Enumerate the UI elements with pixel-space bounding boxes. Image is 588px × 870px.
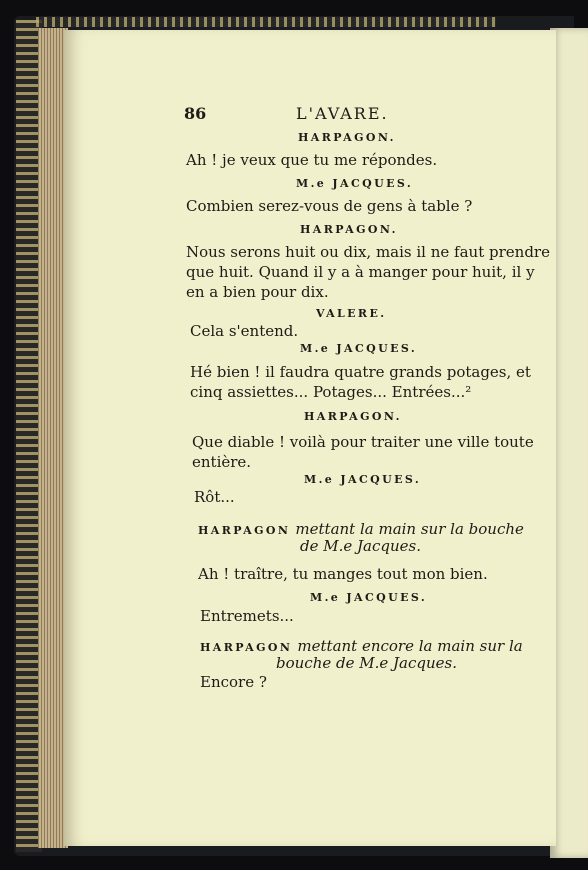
stage-direction: bouche de M.e Jacques. (276, 654, 457, 672)
cover-border-ornament (36, 17, 496, 27)
speech-line: Hé bien ! il faudra quatre grands potages, et (190, 363, 531, 381)
speaker-label: M.e JACQUES. (304, 473, 422, 486)
speech-line: Encore ? (200, 673, 267, 691)
speech-line: cinq assiettes... Potages... Entrées...² (190, 383, 472, 401)
speech-line: Nous serons huit ou dix, mais il ne faut prendre (186, 243, 550, 261)
speech-line: Cela s'entend. (190, 322, 299, 340)
speaker-label: M.e JACQUES. (296, 177, 414, 190)
speaker-label: HARPAGON. (304, 410, 402, 423)
book-page (64, 30, 556, 846)
speech-line: en a bien pour dix. (186, 283, 329, 301)
speech-line: Combien serez-vous de gens à table ? (186, 197, 473, 215)
stage-direction: de M.e Jacques. (300, 537, 421, 555)
speech-line: Ah ! je veux que tu me répondes. (186, 151, 438, 169)
speaker-label: HARPAGON (200, 641, 293, 654)
speaker-label: HARPAGON (198, 524, 291, 537)
speech-line: Entremets... (200, 607, 294, 625)
running-title: L'AVARE. (296, 104, 389, 123)
speaker-label: HARPAGON. (298, 131, 396, 144)
stage-direction: mettant encore la main sur la (297, 637, 523, 655)
speaker-label: VALERE. (316, 307, 387, 320)
speech-line: Rôt... (194, 488, 235, 506)
speaker-label: M.e JACQUES. (310, 591, 428, 604)
speaker-label: M.e JACQUES. (300, 342, 418, 355)
speech-line: Que diable ! voilà pour traiter une ville toute (192, 433, 534, 451)
stage-direction: mettant la main sur la bouche (295, 520, 524, 538)
speech-line: que huit. Quand il y a à manger pour huit, il y (186, 263, 535, 281)
stage-direction-line (200, 636, 523, 655)
speaker-label: HARPAGON. (300, 223, 398, 236)
speech-line: Ah ! traître, tu manges tout mon bien. (198, 565, 488, 583)
page-number: 86 (184, 104, 207, 123)
stage-direction-line (198, 519, 524, 538)
speech-line: entière. (192, 453, 252, 471)
